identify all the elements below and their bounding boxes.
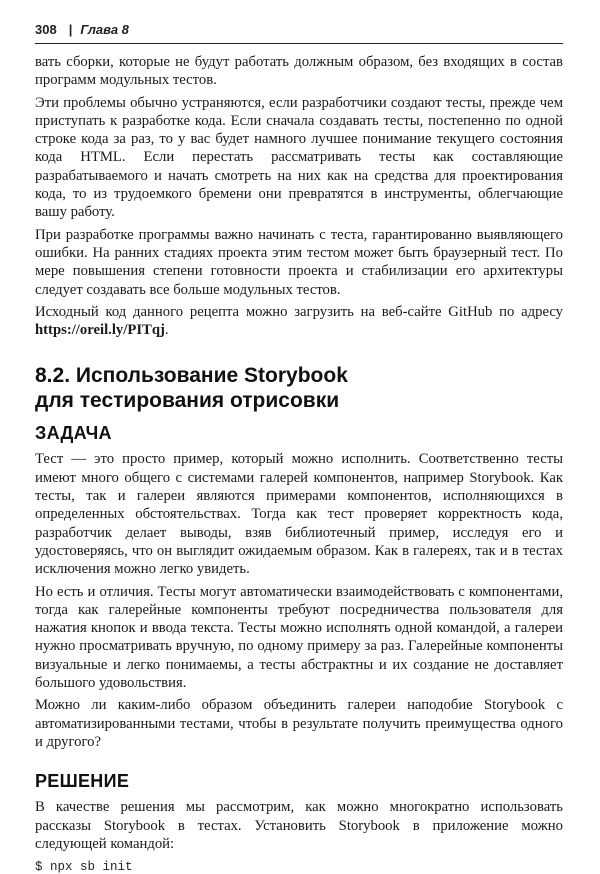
task-paragraph-2: Но есть и отличия. Тесты могут автоматически взаимодействовать с компонентами, тогда как галерейные компоненты требуют посредничества пользователя для нажатия кнопок и ввода текста. Тесты можно исполнять одной командой, а галереи нужно просматривать вручную, по одному примеру за раз. Галерейные компоненты визуальные и легко понимаемы, а тесты абстрактны и их создание не доставляет большого удовольствия. <box>35 583 563 692</box>
paragraph-source-note <box>35 303 563 340</box>
header-separator: | <box>68 22 73 37</box>
task-paragraph-1: Тест — это просто пример, который можно исполнить. Соответственно тесты имеют много общего с системами галерей компонентов, например Storybook. Как тесты, так и галереи являются примерами компонентов, исполняющихся в определенных обстоятельствах. Тогда как тест проверяет корректность кода, разработчик делает выводы, взяв библиотечный пример, исследуя его и удостоверяясь, что он выглядит ожидаемым образом. Как в галереях, так и в тестах исключения можно легко увидеть. <box>35 451 563 578</box>
running-head <box>35 22 563 44</box>
chapter-label: Глава 8 <box>80 22 129 37</box>
paragraph-start-with-test: При разработке программы важно начинать с теста, гарантированно выявляющего ошибки. На ранних стадиях проекта этим тестом может быть браузерный тест. По мере повышения степени готовности проекта и стабилизации его архитектуры следует создавать все больше модульных тестов. <box>35 226 563 298</box>
source-note-trailing: . <box>164 322 169 339</box>
page-number: 308 <box>35 22 57 37</box>
book-page <box>35 22 563 874</box>
task-heading: ЗАДАЧА <box>35 423 112 444</box>
section-title-line1: 8.2. Использование Storybook <box>35 364 348 388</box>
paragraph-tests-first: Эти проблемы обычно устраняются, если разработчики создают тесты, прежде чем приступать к разработке кода. Если сначала создавать тесты, постепенно по одной строке кода за раз, то у вас будет намного лучшее понимание текущего состояния кода HTML. Если перестать рассматривать тесты как составляющие разрабатываемого и начать смотреть на них как на средства для проектирования кода, то из трудоемкого бремени они превратятся в инструменты, облегчающие вашу работу. <box>35 94 563 221</box>
section-title <box>35 363 563 413</box>
solution-heading: РЕШЕНИЕ <box>35 771 130 792</box>
paragraph-continued: вать сборки, которые не будут работать должным образом, без входящих в состав программ модульных тестов. <box>35 54 563 89</box>
install-command: $ npx sb init <box>35 860 133 874</box>
task-paragraph-3: Можно ли каким-либо образом объединить галереи наподобие Storybook с автоматизированными тестами, чтобы в результате получить преимущества одного и другого? <box>35 697 563 750</box>
section-title-line2: для тестирования отрисовки <box>35 389 340 413</box>
github-link[interactable]: https://oreil.ly/PITqj <box>35 322 165 339</box>
source-note-text: Исходный код данного рецепта можно загрузить на веб-сайте GitHub по адресу <box>35 303 563 320</box>
solution-paragraph: В качестве решения мы рассмотрим, как можно многократно использовать рассказы Storybook в тестах. Установить Storybook в приложение можно следующей командой: <box>35 799 563 852</box>
